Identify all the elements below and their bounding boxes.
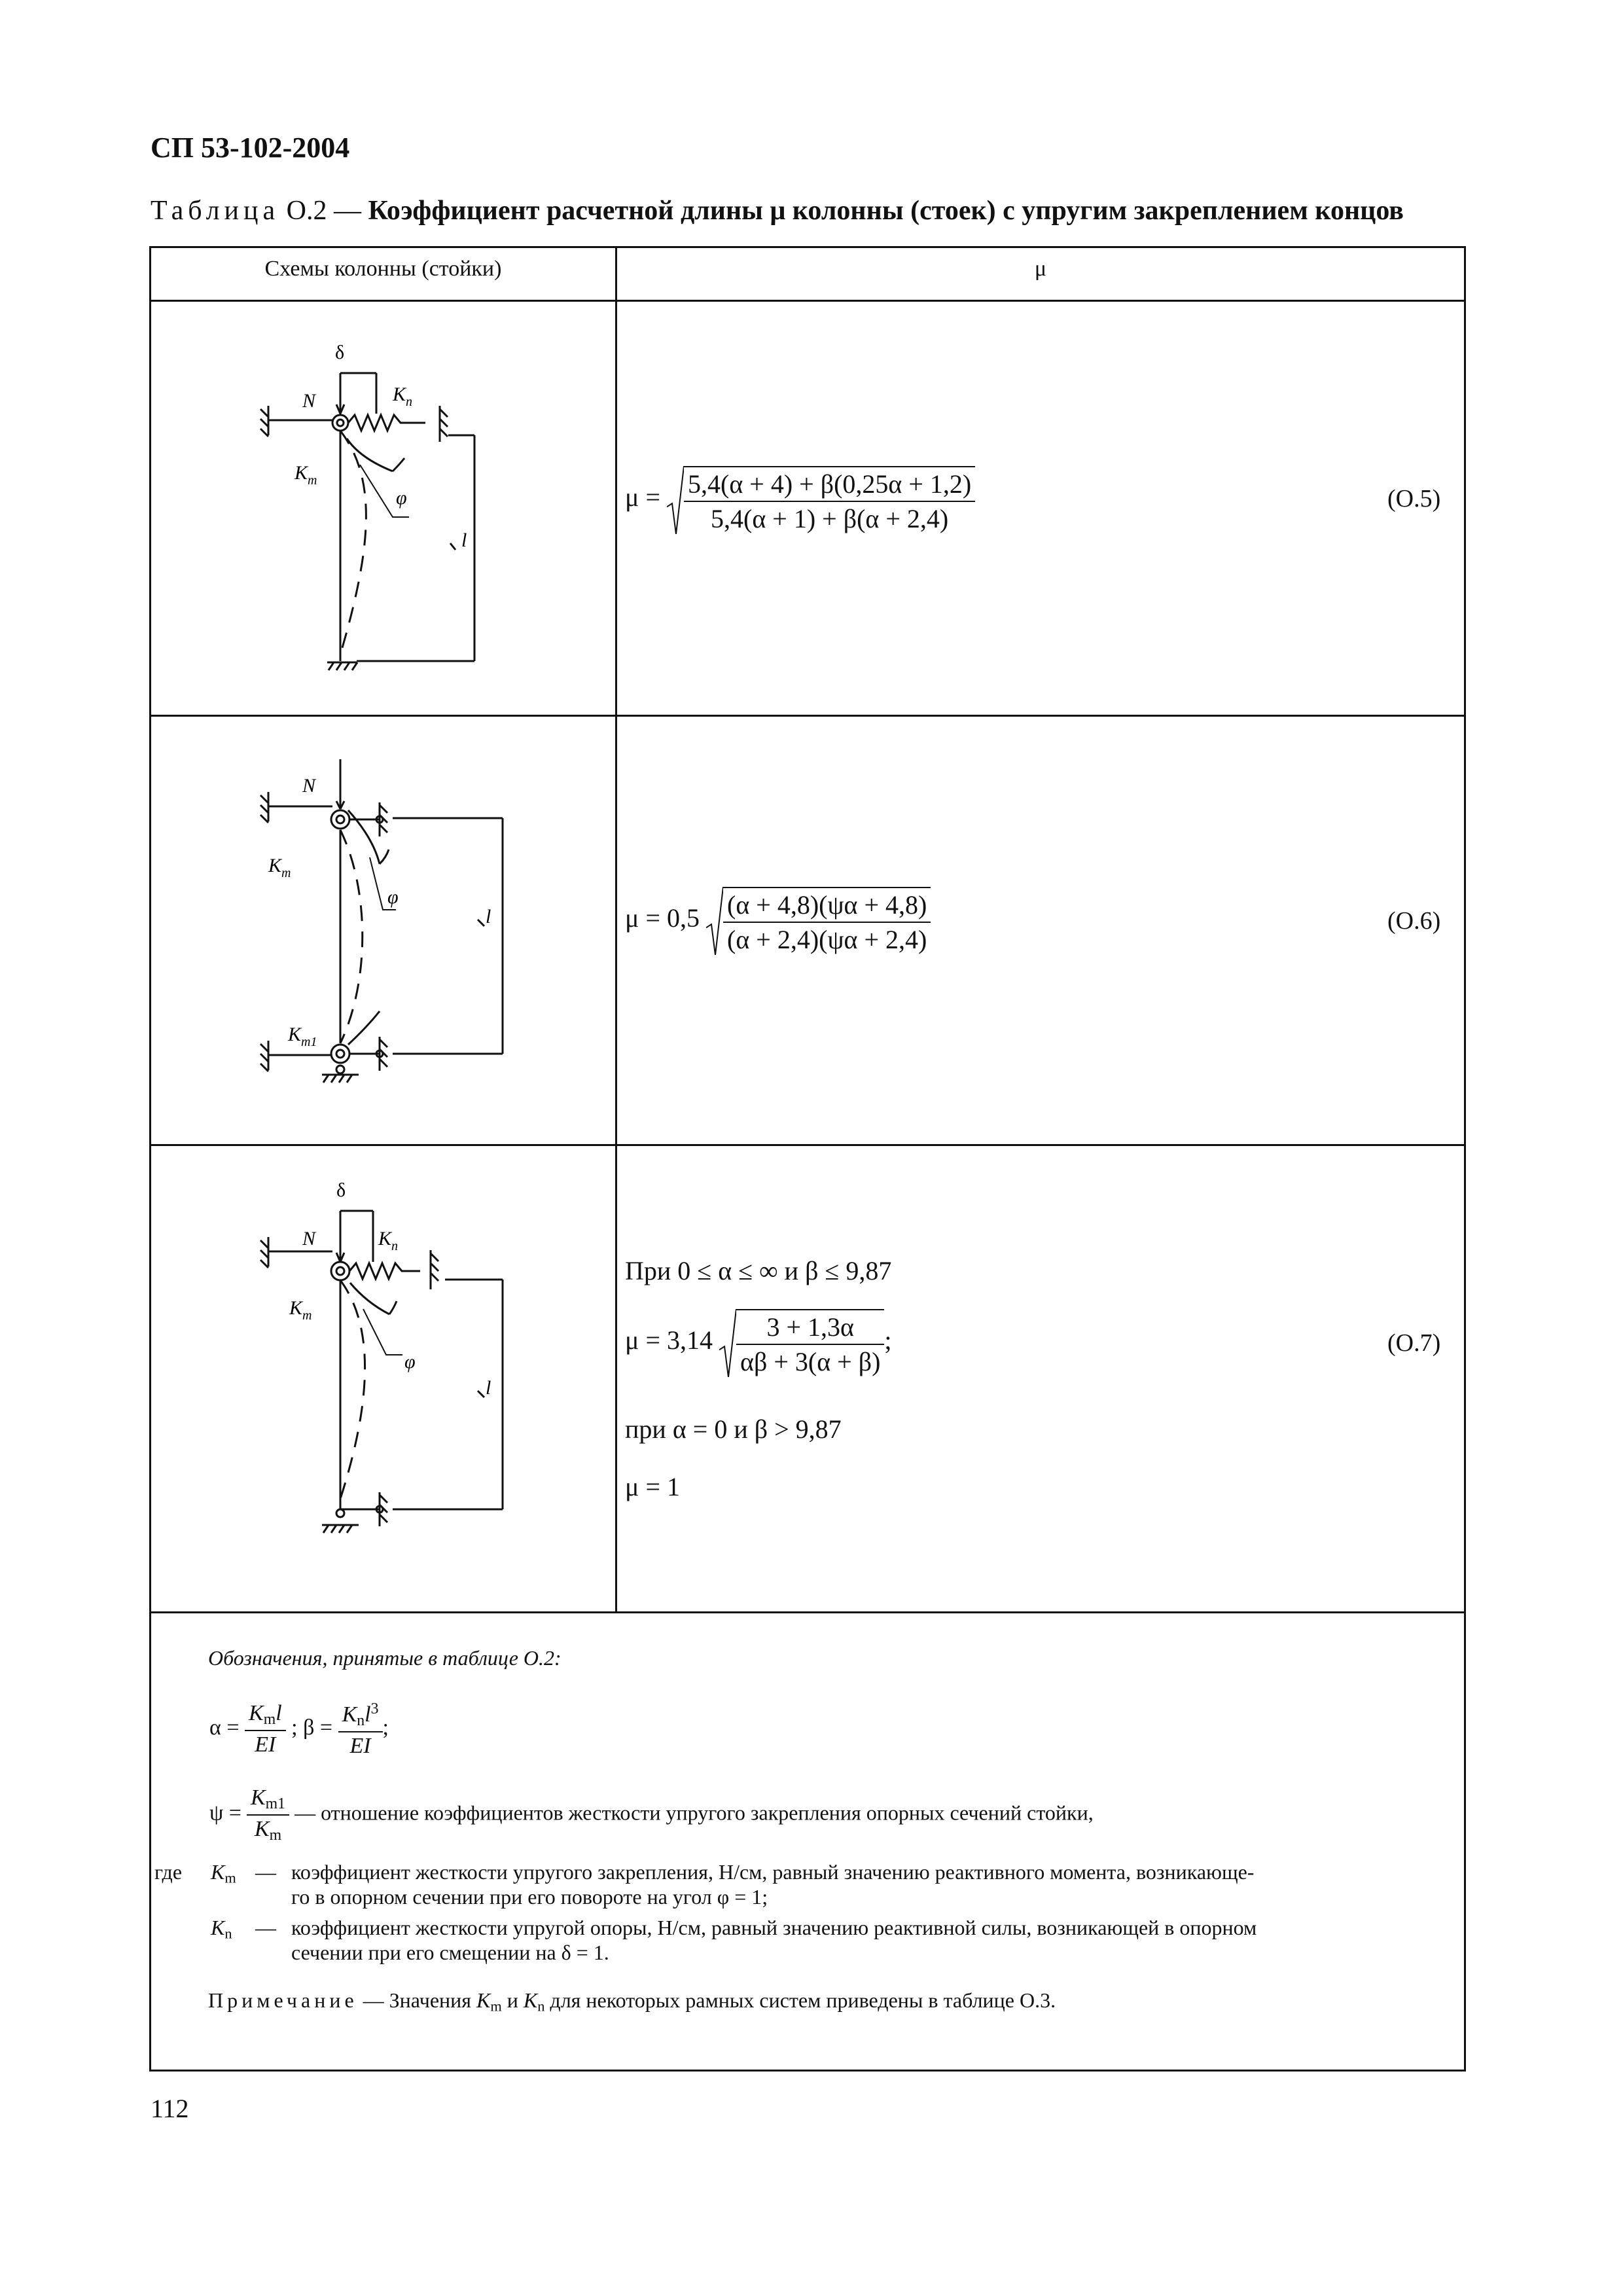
sqrt-o5 [667,466,975,534]
beta-num-sub: n [357,1712,365,1729]
label-where: где [154,1860,183,1884]
label-length-l: l [461,529,467,551]
formula-o7 [625,1309,892,1377]
formula-o5-denominator: 5,4(α + 1) + β(α + 2,4) [711,504,949,533]
alpha-beta-definitions [209,1700,389,1759]
label-length-l: l [486,1377,491,1399]
formula-o6-denominator: (α + 2,4)(ψα + 2,4) [727,925,927,954]
formula-o7-lhs: μ = 3,14 [625,1325,713,1355]
kn-description-line1: коэффициент жесткости упругой опоры, Н/см, равный значению реактивной силы, возникающей в опорном [291,1916,1257,1939]
svg-text:Km1 [287,1024,317,1049]
formula-o5 [625,466,975,534]
formula-o7-numerator: 3 + 1,3α [736,1312,884,1345]
beta-num-k: K [342,1702,357,1727]
sqrt-sign-icon [706,887,723,955]
psi-num-sub: m1 [265,1795,286,1812]
formula-mu-equals-1: μ = 1 [625,1472,681,1501]
psi-den-k: K [254,1816,270,1841]
condition-1: При 0 ≤ α ≤ ∞ и β ≤ 9,87 [625,1256,892,1285]
header-cell-schemes: Схемы колонны (стойки) [264,257,502,281]
label-phi: φ [396,487,407,509]
table-right-border [1464,246,1466,2072]
page-number: 112 [151,2094,189,2123]
kn-dash: — [255,1916,276,1939]
label-Kn-sub: n [406,395,413,409]
row-divider-2 [149,1144,1466,1146]
label-Km-sub: m [308,473,317,488]
svg-text:Km [294,462,317,488]
table-caption [151,195,1404,226]
psi-den-sub: m [269,1826,282,1844]
label-delta: δ [335,342,345,363]
alpha-num-k: K [249,1701,264,1726]
label-length-l: l [486,906,491,927]
psi-lhs: ψ = [209,1801,241,1825]
table-left-border [149,246,151,2072]
km-symbol: $K_m$ [211,1860,236,1886]
table-note: Примечание — Значения $K_m$ и $K_n$ для некоторых рамных систем приведены в таблице О.3. [208,1988,1056,2015]
label-Km: K [294,462,308,484]
label-Km-2: K [268,855,282,876]
psi-definition [209,1785,1094,1844]
caption-number: О.2 — [286,196,361,226]
table-header-divider [149,300,1466,302]
label-N: N [302,390,316,412]
svg-text:Kn [392,384,412,409]
km-description-line1: коэффициент жесткости упругого закрепления, Н/см, равный значению реактивного момента, возникающе- [291,1860,1255,1884]
km-description-line2: го в опорном сечении при его повороте на угол φ = 1; [291,1885,768,1909]
label-phi-3: φ [404,1351,416,1372]
beta-tail: ; [382,1715,389,1740]
formula-o6-numerator: (α + 4,8)(ψα + 4,8) [723,889,931,923]
label-Km1-sub: m1 [301,1035,317,1049]
label-N-3: N [302,1228,316,1249]
caption-title: Коэффициент расчетной длины μ колонны (стоек) с упругим закреплением концов [368,196,1404,226]
legend-title: Обозначения, принятые в таблице О.2: [208,1646,562,1670]
beta-num-l: l [365,1702,371,1727]
alpha-den: EI [255,1732,276,1757]
column-scheme-diagram-3 [249,1172,524,1564]
table-top-border [149,246,1466,248]
svg-text:Km [268,855,291,880]
caption-prefix: Таблица [151,196,280,226]
psi-num-k: K [250,1785,266,1810]
svg-text:Km [289,1297,312,1323]
label-Kn-3: K [378,1228,392,1249]
column-divider [615,246,617,1613]
km-dash: — [255,1860,276,1884]
sqrt-sign-icon [667,466,684,534]
column-scheme-diagram-2 [249,746,524,1100]
sqrt-o7 [719,1309,884,1377]
alpha-num-sub: m [263,1711,276,1729]
row-divider-3 [149,1611,1466,1613]
label-Km-sub-2: m [281,866,291,880]
kn-description-line2: сечении при его смещении на δ = 1. [291,1941,609,1964]
alpha-num-l: l [276,1701,282,1726]
label-N-2: N [302,775,316,797]
label-Kn: K [393,384,406,405]
sqrt-o6 [706,887,931,955]
note-label: Примечание [208,1988,358,2012]
beta-lhs: ; β = [291,1715,333,1740]
psi-text: — отношение коэффициентов жесткости упругого закрепления опорных сечений стойки, [294,1801,1094,1825]
formula-o5-numerator: 5,4(α + 4) + β(0,25α + 1,2) [684,469,975,502]
svg-text:Kn [378,1228,398,1253]
formula-o6-lhs: μ = 0,5 [625,903,700,933]
beta-den: EI [349,1733,371,1758]
alpha-lhs: α = [209,1715,240,1740]
formula-o7-tail: ; [884,1325,892,1355]
row-divider-1 [149,715,1466,717]
label-phi-2: φ [387,886,399,908]
equation-number-o6: (О.6) [1387,907,1441,935]
formula-o7-denominator: αβ + 3(α + β) [740,1347,881,1376]
beta-num-sup: 3 [370,1700,379,1717]
header-cell-mu: μ [1034,257,1047,281]
sqrt-sign-icon [719,1309,736,1377]
kn-symbol: $K_n$ [211,1916,232,1942]
equation-number-o7: (О.7) [1387,1329,1441,1357]
formula-o5-lhs: μ = [625,482,661,512]
label-Km-sub-3: m [302,1308,312,1323]
label-Kn-sub-3: n [391,1239,399,1253]
document-code: СП 53-102-2004 [151,132,350,164]
label-Km-3: K [289,1297,303,1319]
table-bottom-border [149,2070,1466,2072]
equation-number-o5: (О.5) [1387,485,1441,512]
formula-o6 [625,887,931,955]
column-scheme-diagram-1 [249,327,524,694]
label-delta-3: δ [336,1179,346,1201]
label-Km1: K [288,1024,302,1045]
condition-2: при α = 0 и β > 9,87 [625,1414,842,1444]
